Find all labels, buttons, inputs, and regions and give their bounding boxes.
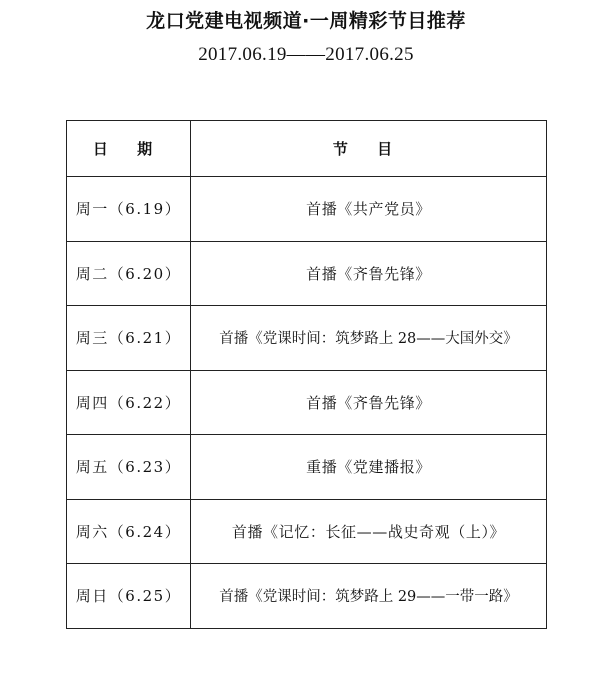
program-schedule-table: [66, 120, 547, 629]
table-row: [67, 564, 547, 629]
date-range: 2017.06.19——2017.06.25: [198, 44, 414, 65]
table-row: [67, 370, 547, 435]
program-cell: 首播《齐鲁先锋》: [191, 370, 547, 435]
table-row: [67, 499, 547, 564]
page-title: 龙口党建电视频道·一周精彩节目推荐: [146, 10, 466, 32]
program-cell: 首播《党课时间：筑梦路上 29——一带一路》: [191, 564, 547, 629]
date-cell: 周五（6.23）: [67, 435, 191, 500]
table-row: [67, 306, 547, 371]
date-cell: 周二（6.20）: [67, 241, 191, 306]
program-cell: 首播《党课时间：筑梦路上 28——大国外交》: [191, 306, 547, 371]
table-row: [67, 177, 547, 242]
date-cell: 周三（6.21）: [67, 306, 191, 371]
date-cell: 周六（6.24）: [67, 499, 191, 564]
date-cell: 周四（6.22）: [67, 370, 191, 435]
date-cell: 周日（6.25）: [67, 564, 191, 629]
date-cell: 周一（6.19）: [67, 177, 191, 242]
program-cell: 首播《记忆：长征——战史奇观（上）》: [191, 499, 547, 564]
table-header-row: [67, 121, 547, 177]
column-header-program: 节 目: [191, 121, 547, 177]
program-cell: 首播《共产党员》: [191, 177, 547, 242]
program-cell: 首播《齐鲁先锋》: [191, 241, 547, 306]
program-cell: 重播《党建播报》: [191, 435, 547, 500]
column-header-date: 日 期: [67, 121, 191, 177]
table-row: [67, 241, 547, 306]
table-row: [67, 435, 547, 500]
